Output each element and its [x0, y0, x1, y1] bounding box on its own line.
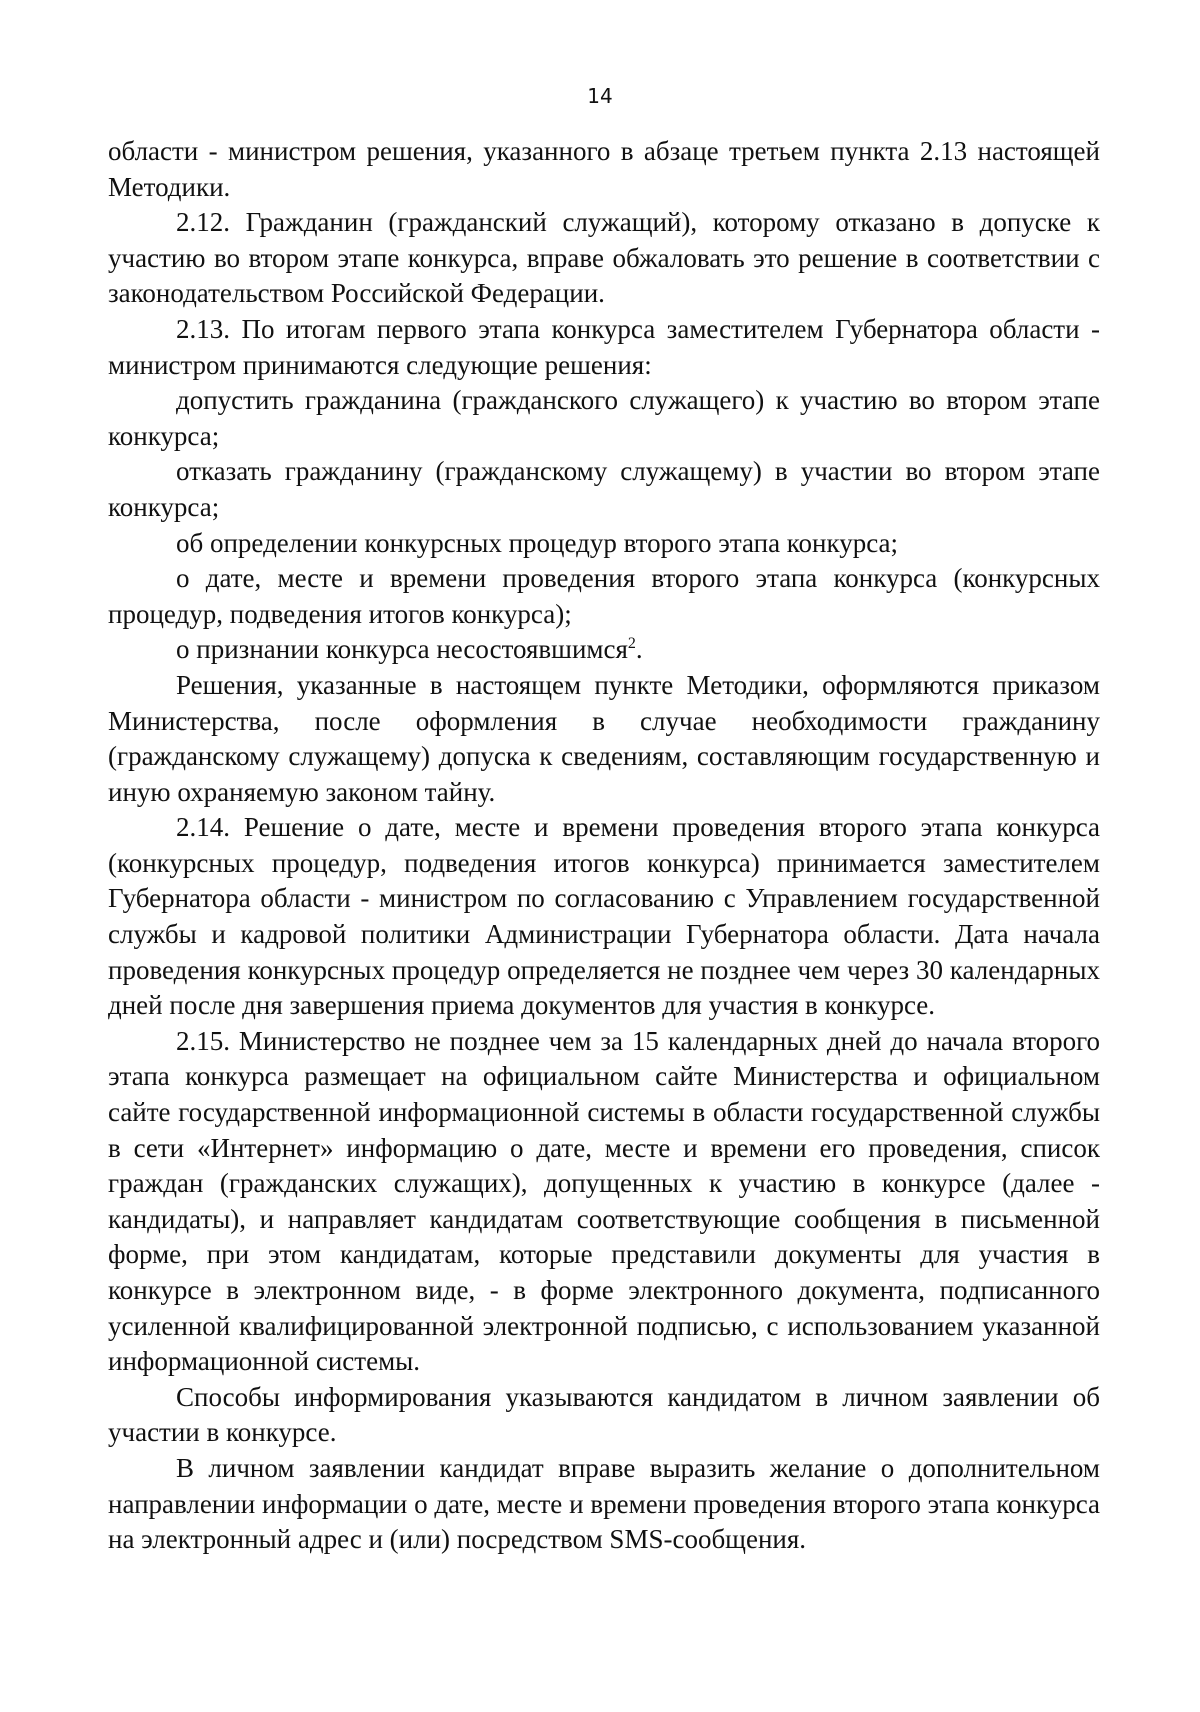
paragraph-decisions-order: Решения, указанные в настоящем пункте Методики, оформляются приказом Министерства, после оформления в случае необходимости гражданину (гражданскому служащему) допуска к сведениям, составляющим государственную и иную охраняемую законом тайну.	[108, 669, 1100, 807]
paragraph-inform-methods: Способы информирования указываются кандидатом в личном заявлении об участии в конкурсе.	[108, 1381, 1100, 1448]
decision-refuse: отказать гражданину (гражданскому служащему) в участии во втором этапе конкурса;	[108, 456, 1100, 522]
page-number: 14	[587, 84, 613, 108]
paragraph-2-15: 2.15. Министерство не позднее чем за 15 календарных дней до начала второго этапа конкурса размещает на официальном сайте Министерства и официальном сайте государственной информационной системы в области государственной службы в сети «Интернет» информацию о дате, месте и времени его проведения, список граждан (гражданских служащих), допущенных к участию в конкурсе (далее - кандидаты), и направляет кандидатам соответствующие сообщения в письменной форме, при этом кандидатам, которые представили документы для участия в конкурсе в электронном виде, - в форме электронного документа, подписанного усиленной квалифицированной электронной подписью, с использованием указанной информационной системы.	[108, 1025, 1100, 1377]
document-body	[108, 134, 1100, 1558]
decision-procedures: об определении конкурсных процедур второго этапа конкурса;	[176, 527, 899, 558]
paragraph-2-13: 2.13. По итогам первого этапа конкурса заместителем Губернатора области - министром принимаются следующие решения:	[108, 313, 1100, 380]
paragraph-personal-application: В личном заявлении кандидат вправе выразить желание о дополнительном направлении информации о дате, месте и времени проведения второго этапа конкурса на электронный адрес и (или) посредством SMS-сообщения.	[108, 1452, 1100, 1555]
paragraph-continuation: области - министром решения, указанного в абзаце третьем пункта 2.13 настоящей Методики.	[108, 136, 1100, 202]
decision-failed-contest	[108, 632, 1100, 668]
paragraph-2-12: 2.12. Гражданин (гражданский служащий), которому отказано в допуске к участию во втором этапе конкурса, вправе обжаловать это решение в соответствии с законодательством Российской Федерации.	[108, 207, 1100, 309]
decision-date-place: о дате, месте и времени проведения второго этапа конкурса (конкурсных процедур, подведения итогов конкурса);	[108, 563, 1100, 629]
paragraph-2-14: 2.14. Решение о дате, месте и времени проведения второго этапа конкурса (конкурсных процедур, подведения итогов конкурса) принимается заместителем Губернатора области - министром по согласованию с Управлением государственной службы и кадровой политики Администрации Губернатора области. Дата начала проведения конкурсных процедур определяется не позднее чем через 30 календарных дней после дня завершения приема документов для участия в конкурсе.	[108, 812, 1100, 1021]
decision-failed-tail: .	[635, 634, 643, 665]
decision-failed-text: о признании конкурса несостоявшимся	[176, 634, 628, 665]
footnote-mark: 2	[627, 635, 636, 653]
decision-admit: допустить гражданина (гражданского служащего) к участию во втором этапе конкурса;	[108, 385, 1100, 451]
